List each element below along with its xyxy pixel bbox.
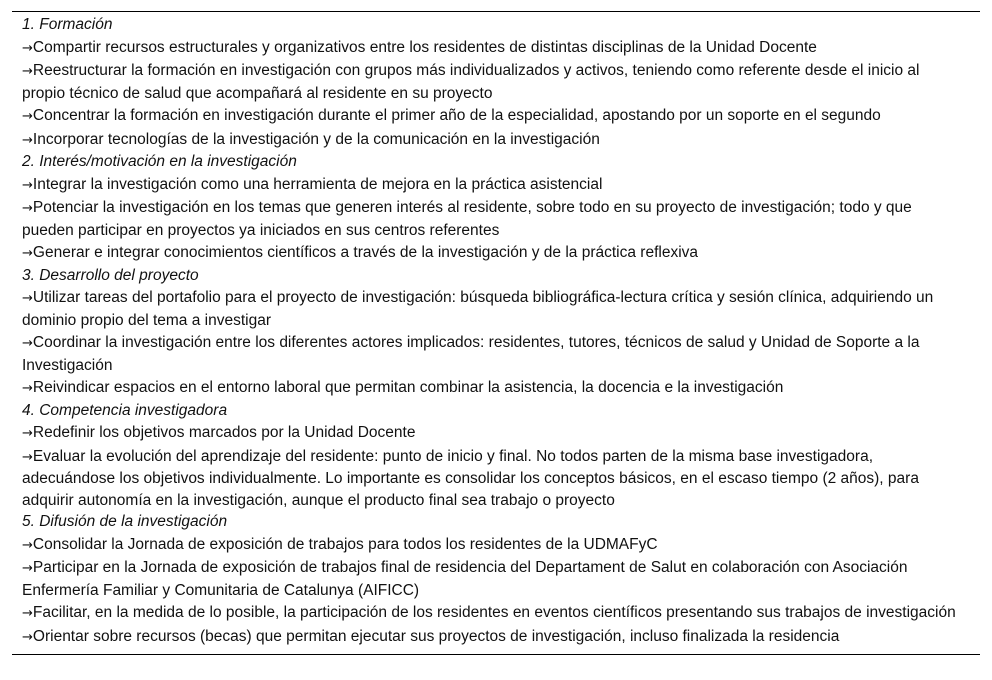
list-item (12, 60, 980, 104)
arrow-right-icon: → (22, 629, 33, 645)
list-item (12, 197, 980, 241)
recommendations-table (12, 11, 980, 655)
section-heading: 3. Desarrollo del proyecto (22, 266, 199, 284)
section-heading: 4. Competencia investigadora (22, 401, 228, 419)
list-item-text: Utilizar tareas del portafolio para el proyecto de investigación: búsqueda bibliográfica-lectura crítica y sesión clínica, adquiriendo un dominio propio del tema a investigar (22, 289, 934, 329)
arrow-right-icon: → (22, 561, 33, 576)
section-heading: 1. Formación (22, 16, 113, 33)
list-item (12, 602, 980, 625)
list-item-text: Reestructurar la formación en investigación con grupos más individualizados y activos, teniendo como referente desde el inicio al propio técnico de salud que acompañará al residente en su proyecto (22, 62, 920, 102)
list-item (12, 287, 980, 331)
list-item (12, 332, 980, 376)
arrow-right-icon: → (22, 40, 33, 56)
section-heading: 2. Interés/motivación en la investigación (22, 153, 297, 170)
arrow-right-icon: → (22, 291, 33, 306)
list-item-text: Reivindicar espacios en el entorno laboral que permitan combinar la asistencia, la docencia e la investigación (32, 379, 784, 396)
list-item (12, 534, 980, 557)
section-1 (12, 14, 980, 151)
list-item-text: Facilitar, en la medida de lo posible, la participación de los residentes en eventos científicos presentando sus trabajos de investigación (32, 604, 956, 621)
list-item (12, 174, 980, 197)
arrow-right-icon: → (22, 132, 33, 148)
arrow-right-icon: → (22, 537, 33, 553)
list-item-text: Participar en la Jornada de exposición de trabajos final de residencia del Departament de Salut en colaboración con Asociación Enfermería Familiar y Comunitaria de Catalunya (AIFICC) (22, 559, 908, 599)
arrow-right-icon: → (22, 381, 33, 396)
arrow-right-icon: → (22, 449, 33, 465)
arrow-right-icon: → (22, 177, 33, 193)
list-item (12, 626, 980, 649)
list-item-text: Generar e integrar conocimientos científicos a través de la investigación y de la práctica reflexiva (32, 244, 699, 261)
list-item-text: Consolidar la Jornada de exposición de trabajos para todos los residentes de la UDMAFyC (32, 535, 658, 553)
list-item (12, 242, 980, 265)
list-item (12, 37, 980, 60)
list-item-text: Coordinar la investigación entre los diferentes actores implicados: residentes, tutores, técnicos de salud y Unidad de Soporte a la Investigación (22, 334, 920, 374)
list-item-text: Potenciar la investigación en los temas que generen interés al residente, sobre todo en su proyecto de investigación; todo y que pueden participar en proyectos ya iniciados en sus centros referentes (22, 199, 912, 239)
list-item (12, 377, 980, 400)
section-2 (12, 151, 980, 265)
list-item-text: Integrar la investigación como una herramienta de mejora en la práctica asistencial (32, 175, 603, 193)
list-item-text: Compartir recursos estructurales y organizativos entre los residentes de distintas disciplinas de la Unidad Docente (32, 38, 817, 56)
sections-container (12, 14, 980, 648)
list-item (12, 557, 980, 601)
arrow-right-icon: → (22, 246, 33, 261)
arrow-right-icon: → (22, 64, 33, 79)
arrow-right-icon: → (22, 109, 33, 124)
arrow-right-icon: → (22, 336, 33, 351)
arrow-right-icon: → (22, 426, 33, 441)
arrow-right-icon: → (22, 201, 33, 216)
list-item-text: Incorporar tecnologías de la investigación y de la comunicación en la investigación (32, 130, 600, 148)
list-item (12, 105, 980, 128)
section-3 (12, 265, 980, 400)
section-5 (12, 511, 980, 648)
list-item (12, 446, 980, 512)
list-item-text: Evaluar la evolución del aprendizaje del residente: punto de inicio y final. No todos parten de la misma base investigadora, adecuándose los objetivos individualmente. Lo importante es consolidar los conceptos básicos, en el escaso tiempo (2 años), para adquirir autonomía en la investigación, aunque el producto final sea trabajo o proyecto (22, 447, 919, 509)
list-item-text: Redefinir los objetivos marcados por la Unidad Docente (32, 424, 416, 441)
list-item (12, 129, 980, 152)
section-4 (12, 400, 980, 512)
list-item-text: Orientar sobre recursos (becas) que permitan ejecutar sus proyectos de investigación, incluso finalizada la residencia (32, 627, 840, 645)
list-item-text: Concentrar la formación en investigación durante el primer año de la especialidad, apostando por un soporte en el segundo (32, 107, 881, 124)
section-heading: 5. Difusión de la investigación (22, 513, 228, 530)
list-item (12, 422, 980, 445)
arrow-right-icon: → (22, 606, 33, 621)
